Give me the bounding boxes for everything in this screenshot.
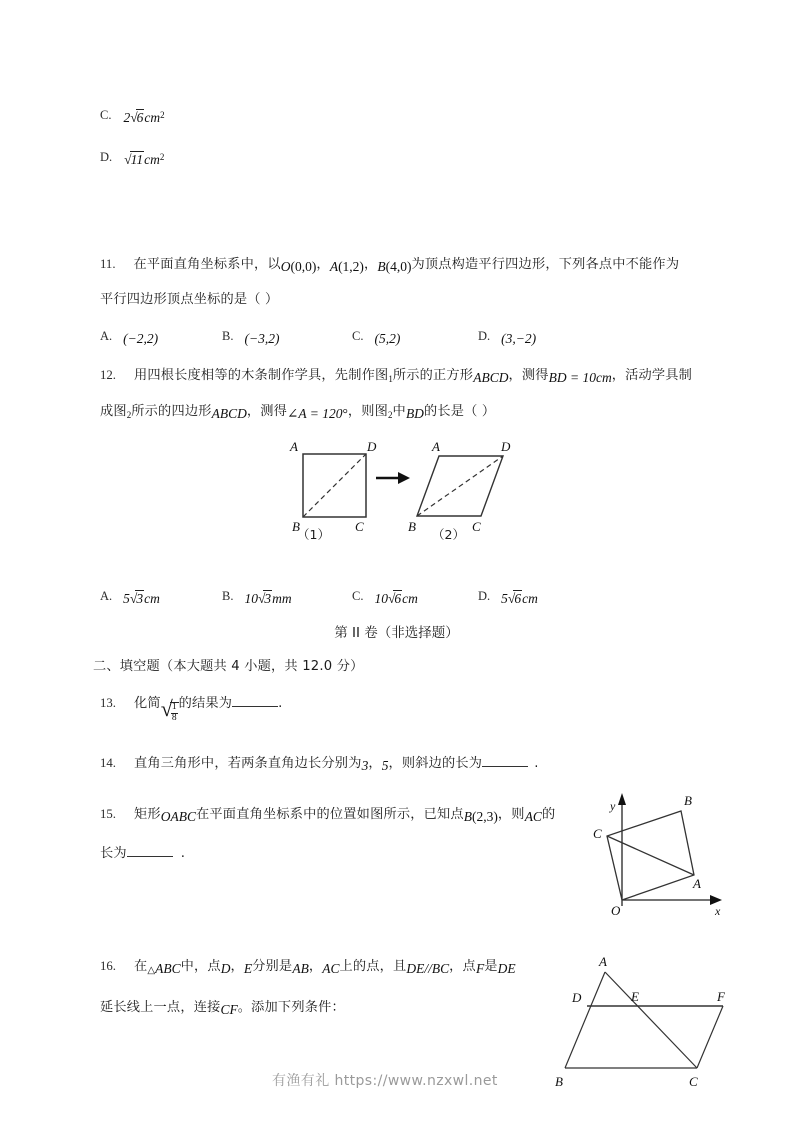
sqrt-one-eighth: √ $\frac{1}{8}$ bbox=[160, 696, 177, 724]
angle-a: ∠A = 120° bbox=[287, 406, 348, 421]
axis-label-x: x bbox=[715, 904, 721, 918]
radicand: 11 bbox=[130, 152, 144, 167]
triangle-abc: △ABC bbox=[147, 961, 181, 976]
sep: ， bbox=[316, 257, 330, 272]
segment-de: DE bbox=[497, 961, 516, 976]
question-16-line-2 bbox=[100, 996, 345, 1018]
q14-t2: ，则斜边的长为 bbox=[388, 756, 483, 771]
option-letter: D. bbox=[100, 150, 113, 164]
q12-l2-t4: ，则图 bbox=[347, 404, 389, 419]
question-15-line-2 bbox=[100, 842, 185, 862]
q15-l2b: . bbox=[180, 846, 186, 861]
q15-t1: 矩形 bbox=[134, 807, 161, 822]
label-a: A bbox=[290, 439, 298, 454]
q11-option-a bbox=[100, 327, 158, 347]
q12-option-c bbox=[352, 587, 418, 607]
watermark: 有渔有礼 https://www.nzxwl.net bbox=[272, 1073, 498, 1089]
fig-index-2b: 2 bbox=[388, 410, 393, 420]
option-value: (5,2) bbox=[374, 331, 401, 346]
option-value: 10√6cm bbox=[374, 591, 418, 606]
label-b: B bbox=[684, 793, 692, 808]
label-f: F bbox=[717, 989, 725, 1004]
q14-t1: 直角三角形中，若两条直角边长分别为 bbox=[134, 756, 362, 771]
axis-label-y: y bbox=[610, 799, 616, 813]
question-number: 11. bbox=[100, 257, 116, 271]
question-number: 12. bbox=[100, 368, 116, 382]
question-11-line-2: 平行四边形顶点坐标的是（ ） bbox=[100, 292, 279, 307]
label-c: C bbox=[472, 519, 481, 534]
q12-l1-t2: 所示的正方形 bbox=[392, 368, 474, 383]
bd-measure: BD = 10cm bbox=[548, 370, 612, 385]
segment-ac: AC bbox=[524, 809, 542, 824]
question-15-line-1 bbox=[100, 803, 555, 825]
q16-t6: 上的点，且 bbox=[339, 959, 407, 974]
q12-l1-t3: ，测得 bbox=[508, 368, 549, 383]
option-value: 5√3cm bbox=[123, 591, 160, 606]
point-b: B(4,0) bbox=[377, 259, 412, 274]
label-e: E bbox=[631, 989, 639, 1004]
question-16-line-1 bbox=[100, 955, 516, 977]
option-value bbox=[124, 151, 164, 168]
option-value: 5√6cm bbox=[501, 591, 538, 606]
bd-2: BD bbox=[405, 406, 424, 421]
q12-option-d bbox=[478, 587, 538, 607]
q16-t3: ， bbox=[230, 959, 244, 974]
q12-l2-t6: 的长是（ ） bbox=[423, 404, 496, 419]
section-2-subheading: 二、填空题（本大题共 4 小题，共 12.0 分） bbox=[93, 659, 364, 674]
label-b: B bbox=[555, 1074, 563, 1089]
unit: cm bbox=[144, 110, 161, 125]
section-2-heading: 第 II 卷（非选择题） bbox=[334, 625, 459, 641]
q12-l1-t1: 用四根长度相等的木条制作学具，先制作图 bbox=[134, 368, 389, 383]
fig-index-2: 2 bbox=[126, 410, 132, 420]
q11-option-b bbox=[222, 327, 279, 347]
q16-t8: 是 bbox=[484, 959, 498, 974]
exponent: 2 bbox=[159, 152, 165, 162]
quad-abcd-2: ABCD bbox=[211, 406, 247, 421]
q12-option-a bbox=[100, 587, 160, 607]
unit: cm bbox=[144, 152, 160, 167]
sep: ， bbox=[363, 257, 378, 272]
question-number: 13. bbox=[100, 696, 116, 710]
label-b: B bbox=[292, 519, 300, 534]
q15-t3: ，则 bbox=[497, 807, 525, 822]
q15-t4: 的 bbox=[541, 807, 556, 822]
label-d: D bbox=[367, 439, 377, 454]
carryover-option-c bbox=[100, 106, 165, 126]
q11-option-c bbox=[352, 327, 400, 347]
numerator: 1 bbox=[171, 702, 177, 713]
q15-t2: 在平面直角坐标系中的位置如图所示，已知点 bbox=[196, 807, 464, 822]
option-letter: C. bbox=[352, 589, 364, 603]
de-parallel-bc: DE//BC bbox=[406, 961, 450, 976]
option-letter: C. bbox=[352, 329, 364, 343]
quad-abcd: ABCD bbox=[473, 370, 509, 385]
label-o: O bbox=[611, 903, 621, 918]
right-arrow-icon bbox=[376, 470, 412, 486]
option-letter: B. bbox=[222, 329, 234, 343]
option-value: (−2,2) bbox=[123, 331, 159, 346]
segment-ac: AC bbox=[322, 961, 340, 976]
q15-figure bbox=[588, 788, 733, 918]
point-f: F bbox=[475, 961, 485, 976]
label-d: D bbox=[572, 990, 582, 1005]
q12-l1-t4: ，活动学具制 bbox=[611, 368, 693, 383]
q13-t3: . bbox=[278, 696, 283, 711]
q16-l2a: 延长线上一点，连接 bbox=[100, 1000, 221, 1015]
option-letter: A. bbox=[100, 589, 113, 603]
label-a: A bbox=[432, 439, 440, 454]
label-c: C bbox=[593, 826, 602, 841]
option-value: (3,−2) bbox=[501, 331, 537, 346]
question-14 bbox=[100, 752, 539, 774]
carryover-option-d bbox=[100, 148, 164, 168]
q11-text-b: 为顶点构造平行四边形，下列各点中不能作为 bbox=[411, 257, 680, 272]
q16-t1: 在 bbox=[134, 959, 148, 974]
answer-blank[interactable] bbox=[127, 842, 173, 857]
option-letter: D. bbox=[478, 589, 491, 603]
q12-option-b bbox=[222, 587, 292, 607]
q12-figure-1-caption: （1） bbox=[297, 527, 330, 542]
radicand: 6 bbox=[136, 110, 144, 125]
radical: √11 bbox=[124, 152, 144, 167]
radical: √6 bbox=[130, 110, 144, 125]
option-letter: D. bbox=[478, 329, 491, 343]
q13-t1: 化简 bbox=[134, 696, 161, 711]
label-a: A bbox=[599, 954, 607, 969]
q12-l2-t5: 中 bbox=[392, 404, 406, 419]
q16-l2b: 。添加下列条件： bbox=[237, 1000, 345, 1015]
point-a: A(1,2) bbox=[329, 259, 364, 274]
denominator: 8 bbox=[171, 713, 177, 724]
leg-1: 3 bbox=[361, 758, 369, 773]
option-letter: B. bbox=[222, 589, 234, 603]
question-13 bbox=[100, 692, 283, 724]
question-12-line-1 bbox=[100, 364, 692, 386]
option-letter: C. bbox=[100, 108, 112, 122]
point-d: D bbox=[220, 961, 231, 976]
fig-index-1: 1 bbox=[388, 374, 393, 384]
q13-t2: 的结果为 bbox=[178, 696, 233, 711]
label-b: B bbox=[408, 519, 416, 534]
q11-text-a: 在平面直角坐标系中，以 bbox=[133, 257, 281, 272]
q12-figure-2 bbox=[408, 438, 523, 533]
question-11-line-1 bbox=[100, 253, 679, 275]
question-number: 14. bbox=[100, 756, 116, 770]
label-a: A bbox=[693, 876, 701, 891]
point-e: E bbox=[243, 961, 253, 976]
segment-ab: AB bbox=[292, 961, 309, 976]
answer-blank[interactable] bbox=[232, 692, 278, 707]
option-letter: A. bbox=[100, 329, 113, 343]
label-d: D bbox=[501, 439, 511, 454]
q16-t4: 分别是 bbox=[252, 959, 293, 974]
coefficient: 2 bbox=[123, 110, 131, 125]
q14-t3: . bbox=[534, 756, 539, 771]
point-b: B(2,3) bbox=[463, 809, 498, 824]
q16-t2: 中，点 bbox=[180, 959, 221, 974]
option-value: (−3,2) bbox=[244, 331, 280, 346]
label-c: C bbox=[689, 1074, 698, 1089]
sep: ， bbox=[368, 756, 382, 771]
q12-l2-t3: ，测得 bbox=[246, 404, 288, 419]
rect-oabc: OABC bbox=[160, 809, 197, 824]
q11-option-d bbox=[478, 327, 536, 347]
question-number: 15. bbox=[100, 807, 116, 821]
label-c: C bbox=[355, 519, 364, 534]
exponent: 2 bbox=[160, 110, 165, 120]
question-12-line-2 bbox=[100, 400, 495, 422]
q15-l2a: 长为 bbox=[100, 846, 127, 861]
q12-figure-2-caption: （2） bbox=[432, 527, 465, 542]
point-o: O(0,0) bbox=[280, 259, 317, 274]
q12-l2-t2: 所示的四边形 bbox=[131, 404, 212, 419]
segment-cf: CF bbox=[220, 1002, 238, 1017]
leg-2: 5 bbox=[381, 758, 389, 773]
answer-blank[interactable] bbox=[482, 752, 528, 767]
q16-figure bbox=[545, 950, 735, 1100]
q16-t5: ， bbox=[308, 959, 323, 974]
q12-l2-t1: 成图 bbox=[100, 404, 127, 419]
option-value bbox=[123, 109, 164, 126]
option-value: 10√3mm bbox=[244, 591, 292, 606]
q16-t7: ，点 bbox=[449, 959, 476, 974]
question-number: 16. bbox=[100, 959, 116, 973]
